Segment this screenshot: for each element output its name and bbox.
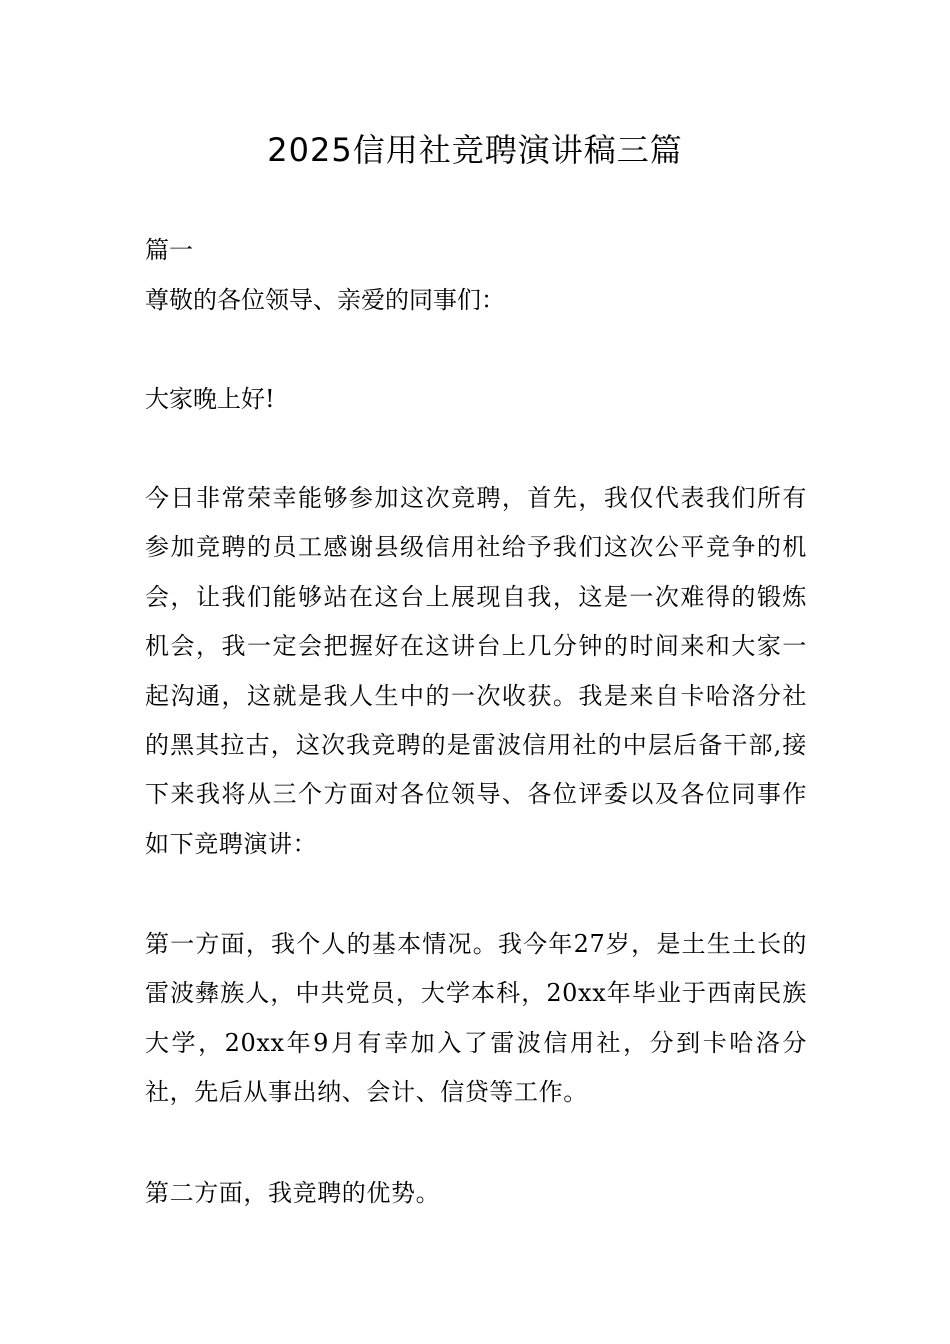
body-paragraph: 今日非常荣幸能够参加这次竞聘，首先，我仅代表我们所有参加竞聘的员工感谢县级信用社给予我们这次公平竞争的机会，让我们能够站在这台上展现自我，这是一次难得的锻炼机会，我一定会把握好在这讲台上几分钟的时间来和大家一起沟通，这就是我人生中的一次收获。我是来自卡哈洛分社的黑其拉古，这次我竞聘的是雷波信用社的中层后备干部,接下来我将从三个方面对各位领导、各位评委以及各位同事作如下竞聘演讲：: [145, 484, 807, 858]
document-title: 2025信用社竞聘演讲稿三篇: [267, 131, 683, 169]
body-paragraph: 第二方面，我竞聘的优势。: [145, 1179, 441, 1207]
body-paragraph: 第一方面，我个人的基本情况。我今年27岁，是土生土长的雷波彝族人，中共党员，大学本科，20xx年毕业于西南民族大学，20xx年9月有幸加入了雷波信用社，分到卡哈洛分社，先后从事出纳、会计、信贷等工作。: [145, 930, 807, 1107]
section-label: 篇一: [145, 236, 193, 264]
greeting: 大家晚上好!: [145, 385, 275, 413]
salutation: 尊敬的各位领导、亲爱的同事们：: [145, 286, 505, 314]
